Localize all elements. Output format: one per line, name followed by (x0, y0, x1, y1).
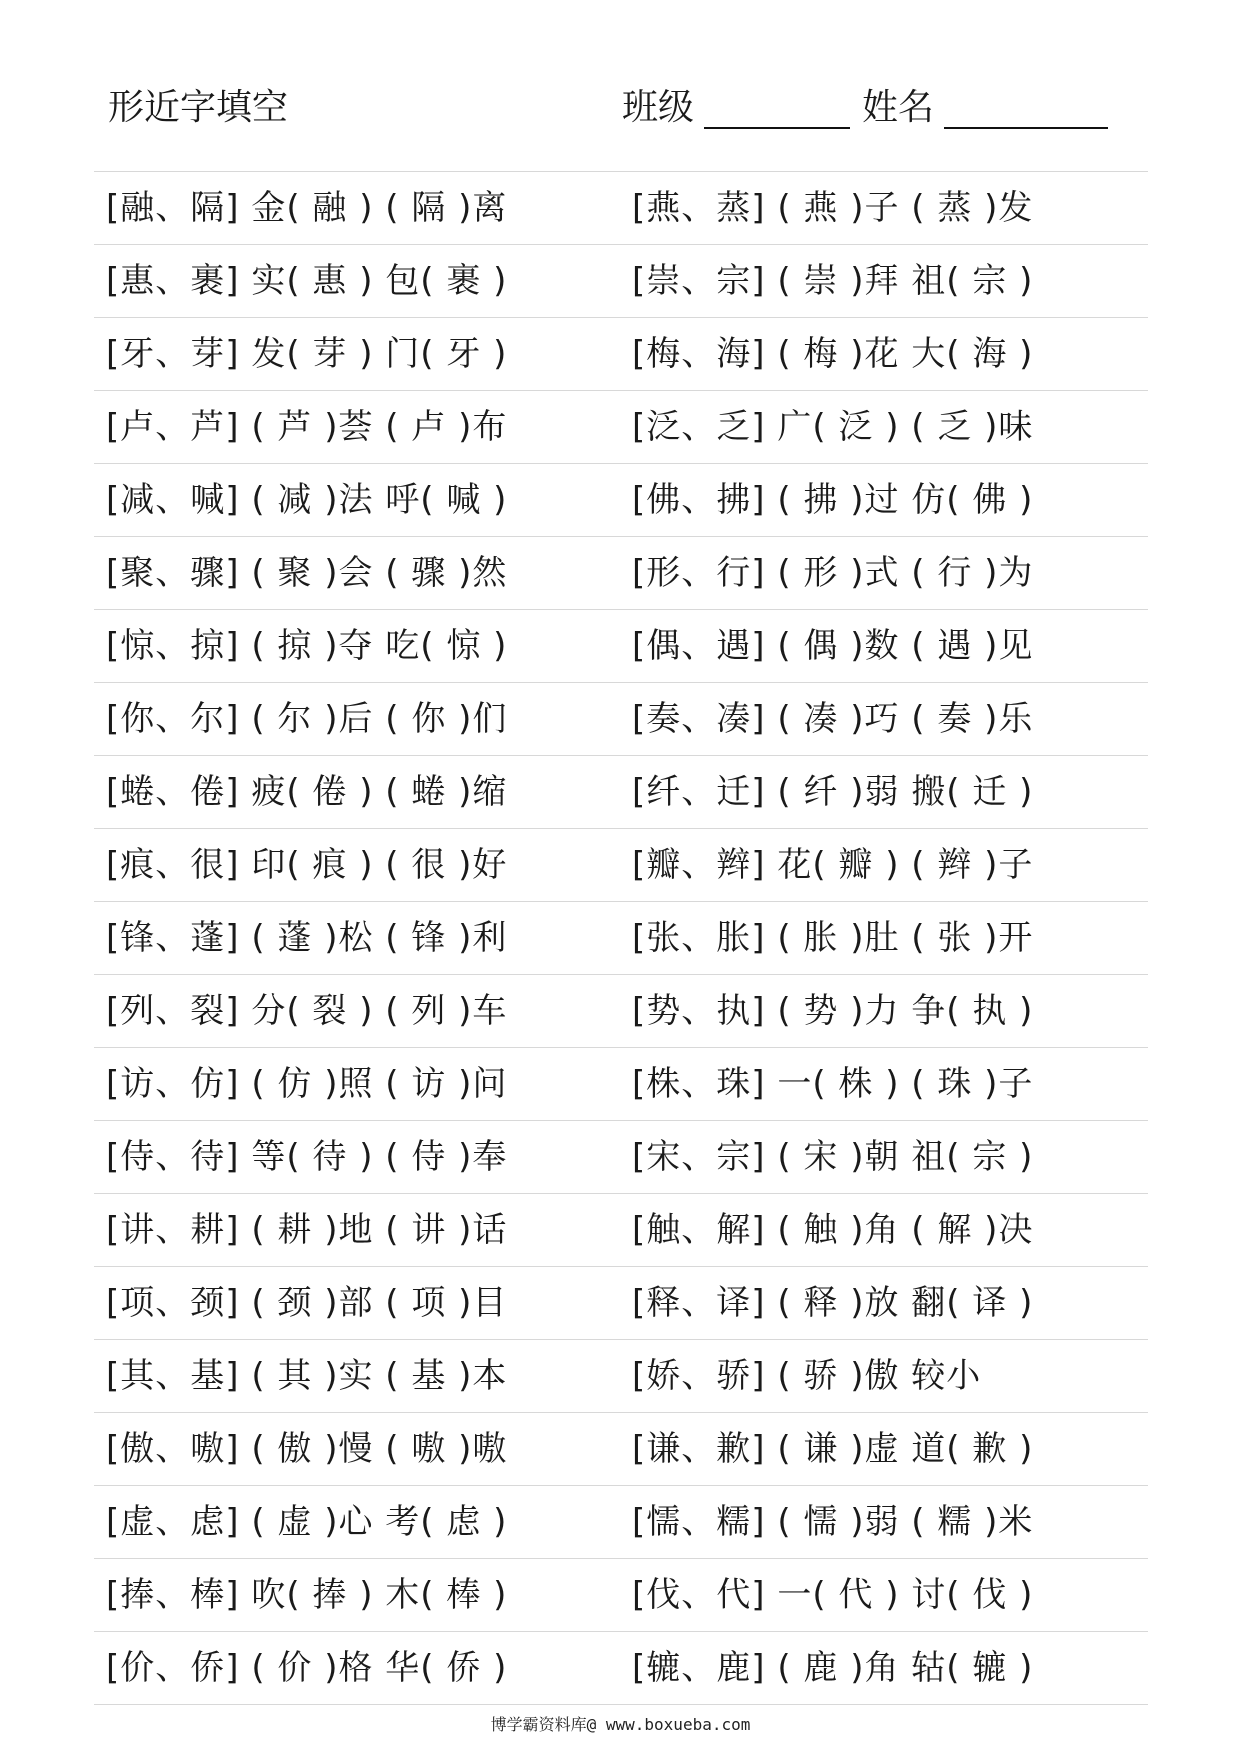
exercise-item-left: [减、喊] ( 减 )法 呼( 喊 ) (106, 480, 508, 520)
exercise-item-right: [燕、蒸] ( 燕 )子 ( 蒸 )发 (632, 188, 1034, 228)
exercise-item-left: [痕、很] 印( 痕 ) ( 很 )好 (106, 845, 508, 885)
exercise-item-right: [佛、拂] ( 拂 )过 仿( 佛 ) (632, 480, 1034, 520)
exercise-row (94, 682, 1148, 755)
exercise-item-right: [株、珠] 一( 株 ) ( 珠 )子 (632, 1064, 1034, 1104)
exercise-item-left: [列、裂] 分( 裂 ) ( 列 )车 (106, 991, 508, 1031)
exercise-item-left: [融、隔] 金( 融 ) ( 隔 )离 (106, 188, 508, 228)
exercise-item-right: [奏、凑] ( 凑 )巧 ( 奏 )乐 (632, 699, 1034, 739)
exercise-item-left: [其、基] ( 其 )实 ( 基 )本 (106, 1356, 508, 1396)
worksheet-header (108, 78, 1108, 138)
exercise-row (94, 171, 1148, 244)
exercise-item-right: [泛、乏] 广( 泛 ) ( 乏 )味 (632, 407, 1034, 447)
exercise-item-right: [梅、海] ( 梅 )花 大( 海 ) (632, 334, 1034, 374)
exercise-row (94, 317, 1148, 390)
exercise-row (94, 1631, 1148, 1705)
exercise-row (94, 828, 1148, 901)
class-blank-line[interactable] (704, 87, 850, 129)
exercise-item-left: [聚、骤] ( 聚 )会 ( 骤 )然 (106, 553, 508, 593)
exercise-grid (94, 171, 1148, 1705)
footer-watermark: 博学霸资料库@ www.boxueba.com (490, 1715, 751, 1734)
exercise-row (94, 609, 1148, 682)
exercise-item-right: [瓣、辫] 花( 瓣 ) ( 辫 )子 (632, 845, 1034, 885)
exercise-row (94, 974, 1148, 1047)
name-label: 姓名 (862, 87, 935, 128)
exercise-item-left: [惊、掠] ( 掠 )夺 吃( 惊 ) (106, 626, 508, 666)
exercise-row (94, 1485, 1148, 1558)
exercise-row (94, 901, 1148, 974)
name-blank-line[interactable] (944, 87, 1108, 129)
exercise-item-left: [蜷、倦] 疲( 倦 ) ( 蜷 )缩 (106, 772, 508, 812)
exercise-item-left: [虚、虑] ( 虚 )心 考( 虑 ) (106, 1502, 508, 1542)
exercise-row (94, 755, 1148, 828)
exercise-row (94, 1558, 1148, 1631)
exercise-row (94, 1412, 1148, 1485)
class-label: 班级 (622, 87, 695, 128)
exercise-item-left: [项、颈] ( 颈 )部 ( 项 )目 (106, 1283, 508, 1323)
exercise-row (94, 244, 1148, 317)
exercise-item-left: [卢、芦] ( 芦 )荟 ( 卢 )布 (106, 407, 508, 447)
exercise-item-left: [访、仿] ( 仿 )照 ( 访 )问 (106, 1064, 508, 1104)
exercise-item-left: [你、尔] ( 尔 )后 ( 你 )们 (106, 699, 508, 739)
exercise-item-right: [张、胀] ( 胀 )肚 ( 张 )开 (632, 918, 1034, 958)
exercise-item-right: [势、执] ( 势 )力 争( 执 ) (632, 991, 1034, 1031)
exercise-item-left: [侍、待] 等( 待 ) ( 侍 )奉 (106, 1137, 508, 1177)
exercise-item-right: [崇、宗] ( 崇 )拜 祖( 宗 ) (632, 261, 1034, 301)
exercise-item-right: [形、行] ( 形 )式 ( 行 )为 (632, 553, 1034, 593)
exercise-item-right: [纤、迁] ( 纤 )弱 搬( 迁 ) (632, 772, 1034, 812)
student-info-fields (622, 78, 1108, 138)
exercise-item-right: [辘、鹿] ( 鹿 )角 轱( 辘 ) (632, 1648, 1034, 1688)
exercise-row (94, 1047, 1148, 1120)
exercise-item-left: [锋、蓬] ( 蓬 )松 ( 锋 )利 (106, 918, 508, 958)
exercise-item-right: [释、译] ( 释 )放 翻( 译 ) (632, 1283, 1034, 1323)
exercise-item-right: [谦、歉] ( 谦 )虚 道( 歉 ) (632, 1429, 1034, 1469)
exercise-row (94, 1339, 1148, 1412)
exercise-item-right: [触、解] ( 触 )角 ( 解 )决 (632, 1210, 1034, 1250)
exercise-item-left: [捧、棒] 吹( 捧 ) 木( 棒 ) (106, 1575, 508, 1615)
exercise-item-left: [牙、芽] 发( 芽 ) 门( 牙 ) (106, 334, 508, 374)
exercise-row (94, 463, 1148, 536)
exercise-item-left: [价、侨] ( 价 )格 华( 侨 ) (106, 1648, 508, 1688)
page-title: 形近字填空 (108, 87, 289, 128)
exercise-item-left: [惠、裹] 实( 惠 ) 包( 裹 ) (106, 261, 508, 301)
exercise-row (94, 390, 1148, 463)
exercise-item-right: [懦、糯] ( 懦 )弱 ( 糯 )米 (632, 1502, 1034, 1542)
exercise-item-left: [讲、耕] ( 耕 )地 ( 讲 )话 (106, 1210, 508, 1250)
exercise-row (94, 1120, 1148, 1193)
exercise-item-right: [娇、骄] ( 骄 )傲 较小 (632, 1356, 982, 1396)
exercise-item-left: [傲、嗷] ( 傲 )慢 ( 嗷 )嗷 (106, 1429, 508, 1469)
exercise-row (94, 1266, 1148, 1339)
exercise-row (94, 1193, 1148, 1266)
exercise-row (94, 536, 1148, 609)
exercise-item-right: [偶、遇] ( 偶 )数 ( 遇 )见 (632, 626, 1034, 666)
exercise-item-right: [宋、宗] ( 宋 )朝 祖( 宗 ) (632, 1137, 1034, 1177)
exercise-item-right: [伐、代] 一( 代 ) 讨( 伐 ) (632, 1575, 1034, 1615)
